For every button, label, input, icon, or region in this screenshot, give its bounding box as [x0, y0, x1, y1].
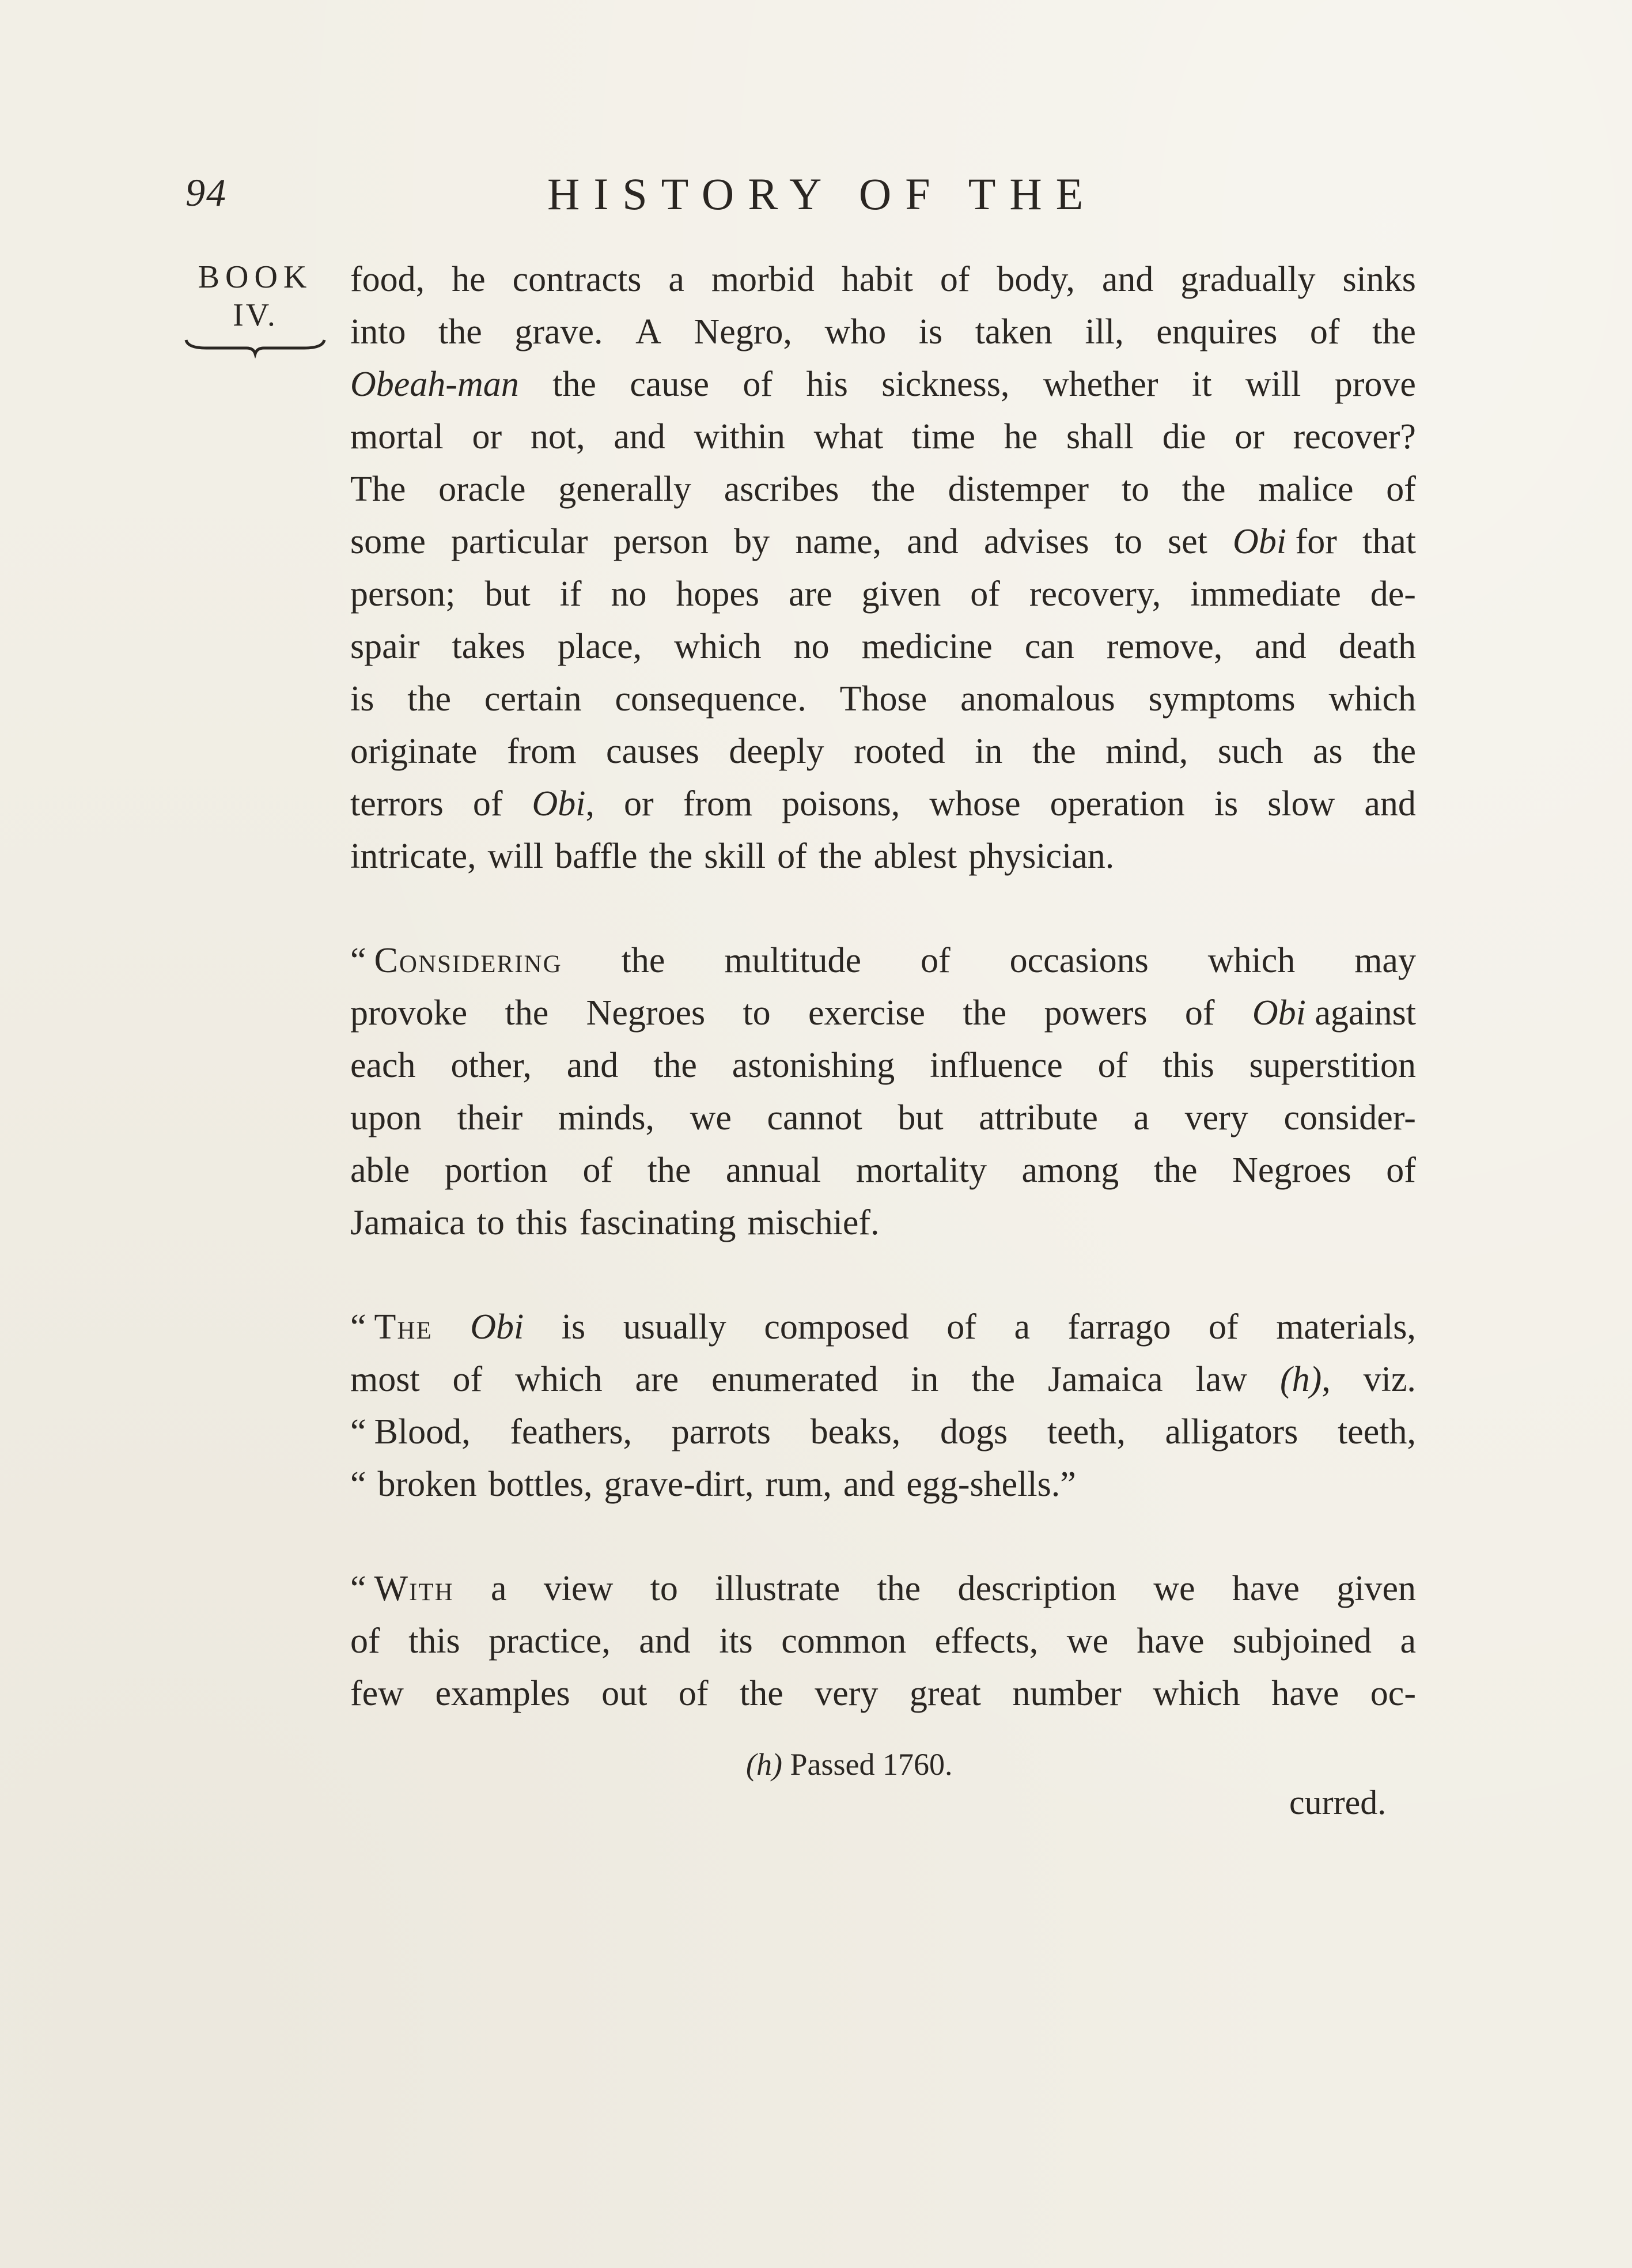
- marginal-note-volume: IV.: [233, 297, 278, 333]
- marginal-note: [183, 258, 327, 358]
- text-line: spair takes place, which no medicine can remove, and death: [350, 627, 1416, 666]
- text-line: originate from causes deeply rooted in the mind, such as the: [350, 732, 1416, 771]
- marginal-note-book: BOOK: [198, 259, 313, 295]
- text-line: some particular person by name, and advises to set Obi for that: [350, 522, 1416, 561]
- text-line: “ Considering the multitude of occasions which may: [350, 941, 1416, 980]
- text-line: The oracle generally ascribes the distemper to the malice of: [350, 470, 1416, 509]
- text-line: “ Blood, feathers, parrots beaks, dogs teeth, alligators teeth,: [350, 1412, 1416, 1451]
- text-line: terrors of Obi, or from poisons, whose operation is slow and: [350, 784, 1416, 823]
- text-line: “ With a view to illustrate the description we have given: [350, 1569, 1416, 1608]
- running-head: HISTORY OF THE: [547, 169, 1097, 219]
- page-number: 94: [185, 171, 227, 214]
- text-line: few examples out of the very great number which have oc-: [350, 1674, 1416, 1713]
- text-line: most of which are enumerated in the Jamaica law (h), viz.: [350, 1360, 1416, 1399]
- text-line: each other, and the astonishing influence of this superstition: [350, 1046, 1416, 1085]
- catchword: curred.: [1289, 1783, 1387, 1821]
- text-line: provoke the Negroes to exercise the powers of Obi against: [350, 993, 1416, 1033]
- main-text: [350, 254, 1416, 1720]
- text-line: into the grave. A Negro, who is taken ill, enquires of the: [350, 312, 1416, 351]
- text-line: is the certain consequence. Those anomalous symptoms which: [350, 679, 1416, 719]
- footnote: (h) Passed 1760.: [746, 1747, 953, 1782]
- bracket-ornament: [183, 335, 327, 358]
- text-line: Jamaica to this fascinating mischief.: [350, 1203, 880, 1242]
- text-line: “ The Obi is usually composed of a farrago of materials,: [350, 1307, 1416, 1347]
- text-line: of this practice, and its common effects, we have subjoined a: [350, 1621, 1416, 1661]
- text-line: upon their minds, we cannot but attribute a very consider-: [350, 1098, 1416, 1137]
- text-line: “ broken bottles, grave-dirt, rum, and egg-shells.”: [350, 1465, 1076, 1504]
- text-line: able portion of the annual mortality among the Negroes of: [350, 1151, 1416, 1190]
- text-line: food, he contracts a morbid habit of body, and gradually sinks: [350, 260, 1416, 299]
- text-line: intricate, will baffle the skill of the ablest physician.: [350, 837, 1115, 876]
- text-line: Obeah-man the cause of his sickness, whether it will prove: [350, 365, 1416, 404]
- text-line: mortal or not, and within what time he shall die or recover?: [350, 417, 1416, 456]
- text-line: person; but if no hopes are given of recovery, immediate de-: [350, 574, 1416, 614]
